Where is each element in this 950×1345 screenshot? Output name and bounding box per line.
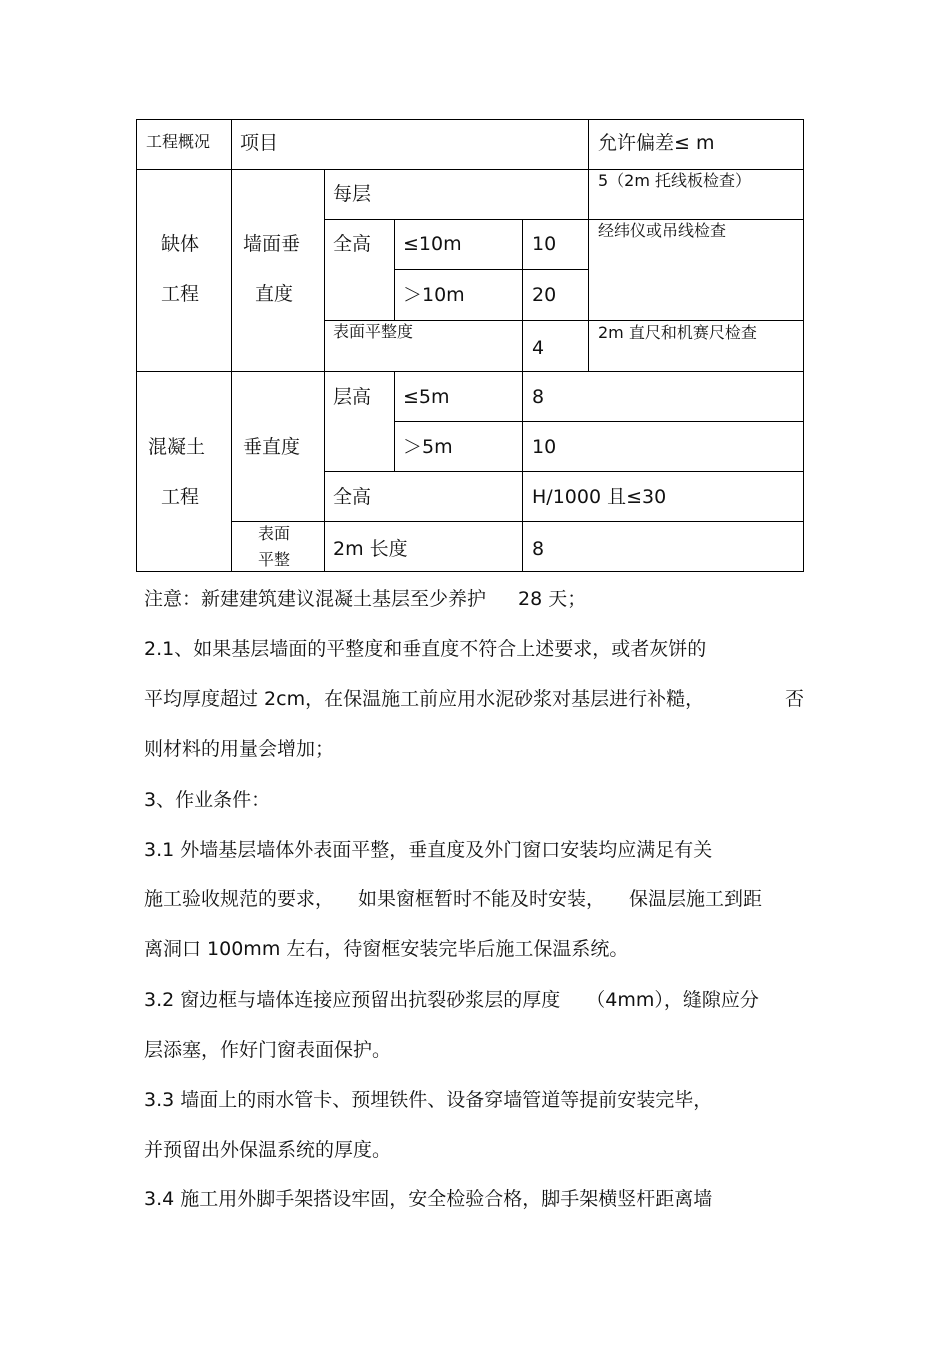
table-border-bottom bbox=[136, 571, 804, 572]
header-item: 项目 bbox=[240, 132, 279, 154]
table-rule bbox=[394, 371, 395, 471]
paragraph-3-1-line: 离洞口 100mm 左右，待窗框安装完毕后施工保温系统。 bbox=[144, 938, 629, 960]
table-border-top bbox=[136, 119, 804, 120]
length-2m-label: 2m 长度 bbox=[333, 538, 408, 560]
paragraph-3-1-line: 施工验收规范的要求， 如果窗框暂时不能及时安装， 保温层施工到距 bbox=[144, 888, 763, 910]
paragraph-2-1-line: 平均厚度超过 2cm，在保温施工前应用水泥砂浆对基层进行补糙， bbox=[144, 688, 705, 710]
le-5m-value: 8 bbox=[532, 386, 545, 408]
header-overview: 工程概况 bbox=[146, 132, 211, 151]
concrete-category: 工程 bbox=[161, 486, 200, 508]
surface-label: 表面 bbox=[258, 524, 291, 543]
table-rule bbox=[324, 219, 804, 220]
paragraph-2-1-line: 则材料的用量会增加； bbox=[144, 738, 335, 760]
masonry-category: 缺体 bbox=[161, 233, 200, 255]
table-rule bbox=[394, 269, 588, 270]
paragraph-2-1-line: 2.1、如果基层墙面的平整度和垂直度不符合上述要求，或者灰饼的 bbox=[144, 638, 707, 660]
table-rule bbox=[136, 371, 804, 372]
paragraph-3-4-line: 3.4 施工用外脚手架搭设牢固，安全检验合格，脚手架横竖杆距离墙 bbox=[144, 1188, 713, 1210]
table-rule bbox=[588, 119, 589, 371]
gt-5m-value: 10 bbox=[532, 436, 557, 458]
per-floor-method: 5（2m 托线板检查） bbox=[598, 171, 752, 190]
masonry-item: 直度 bbox=[255, 283, 294, 305]
surface-flatness-method: 2m 直尺和机赛尺检查 bbox=[598, 323, 757, 342]
table-rule bbox=[522, 371, 523, 572]
le-5m-label: ≤5m bbox=[403, 386, 450, 408]
table-rule bbox=[522, 219, 523, 371]
table-rule bbox=[394, 421, 804, 422]
concrete-category: 混凝土 bbox=[148, 436, 206, 458]
table-border-right bbox=[803, 119, 804, 572]
length-2m-value: 8 bbox=[532, 538, 545, 560]
paragraph-3-2-line: 3.2 窗边框与墙体连接应预留出抗裂砂浆层的厚度 （4mm），缝隙应分 bbox=[144, 989, 759, 1011]
le-10m-label: ≤10m bbox=[403, 233, 462, 255]
paragraph-3-3-line: 并预留出外保温系统的厚度。 bbox=[144, 1139, 392, 1161]
note-line: 注意：新建建筑建议混凝土基层至少养护 28 天； bbox=[144, 588, 587, 610]
section-3-heading: 3、作业条件： bbox=[144, 789, 271, 811]
full-height-label: 全高 bbox=[333, 233, 372, 255]
masonry-item: 墙面垂 bbox=[243, 233, 301, 255]
per-floor-label: 每层 bbox=[333, 183, 372, 205]
concrete-item: 垂直度 bbox=[243, 436, 301, 458]
surface-flatness-value: 4 bbox=[532, 337, 545, 359]
concrete-full-height-label: 全高 bbox=[333, 486, 372, 508]
table-border-left bbox=[136, 119, 137, 572]
concrete-full-height-value: H/1000 且≤30 bbox=[532, 486, 667, 508]
table-rule bbox=[231, 119, 232, 572]
paragraph-3-1-line: 3.1 外墙基层墙体外表面平整，垂直度及外门窗口安装均应满足有关 bbox=[144, 839, 713, 861]
table-rule bbox=[394, 219, 395, 320]
gt-5m-label: ＞5m bbox=[403, 436, 453, 458]
paragraph-3-2-line: 层添塞，作好门窗表面保护。 bbox=[144, 1039, 392, 1061]
gt-10m-value: 20 bbox=[532, 284, 557, 306]
header-tolerance: 允许偏差≤ m bbox=[598, 132, 715, 154]
floor-height-label: 层高 bbox=[333, 386, 372, 408]
paragraph-2-1-line-end: 否 bbox=[785, 688, 805, 710]
surface-label: 平整 bbox=[258, 550, 291, 569]
gt-10m-label: ＞10m bbox=[403, 284, 465, 306]
full-height-method: 经纬仪或吊线检查 bbox=[598, 221, 727, 240]
table-rule bbox=[231, 521, 804, 522]
table-rule bbox=[324, 471, 804, 472]
masonry-category: 工程 bbox=[161, 283, 200, 305]
le-10m-value: 10 bbox=[532, 233, 557, 255]
paragraph-3-3-line: 3.3 墙面上的雨水管卡、预埋铁件、设备穿墙管道等提前安装完毕， bbox=[144, 1089, 713, 1111]
surface-flatness-label: 表面平整度 bbox=[333, 322, 414, 341]
table-rule bbox=[324, 169, 325, 572]
